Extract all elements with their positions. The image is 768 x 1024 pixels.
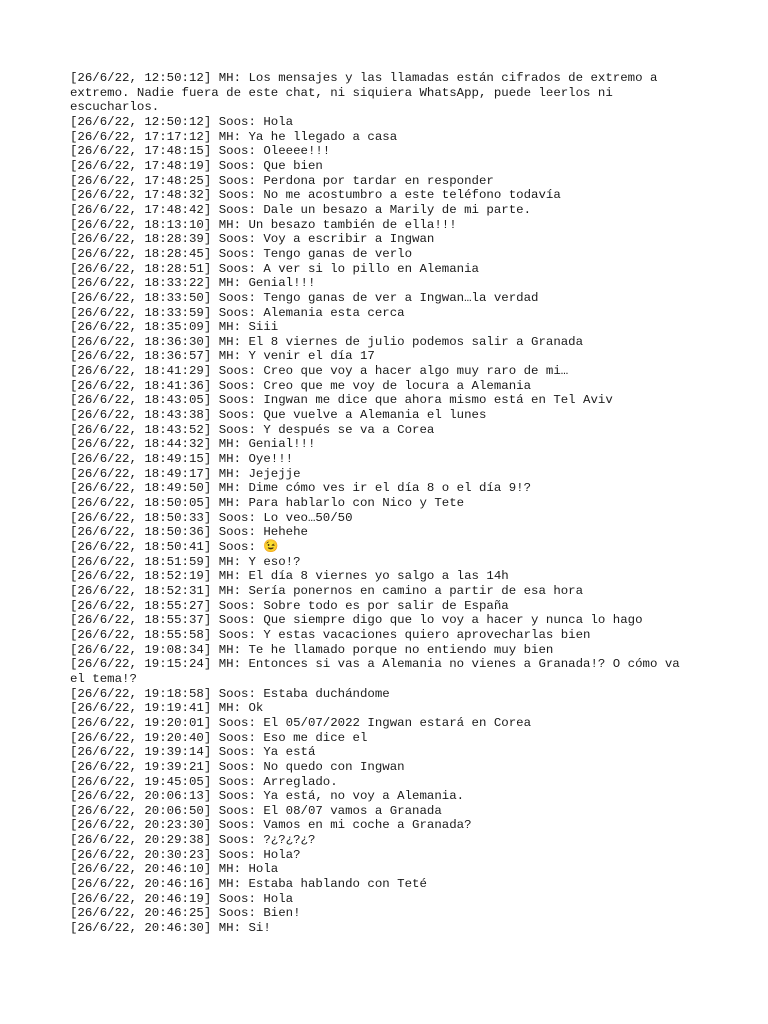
chat-message: [26/6/22, 19:19:41] MH: Ok bbox=[70, 701, 264, 716]
chat-message: [26/6/22, 18:41:29] Soos: Creo que voy a hacer algo muy raro de mi… bbox=[70, 364, 569, 379]
chat-message: [26/6/22, 19:18:58] Soos: Estaba duchándome bbox=[70, 686, 390, 701]
chat-message: [26/6/22, 19:15:24] MH: Entonces si vas a Alemania no vienes a Granada!? O cómo va el tema!? bbox=[70, 657, 688, 686]
chat-message: [26/6/22, 19:20:40] Soos: Eso me dice el bbox=[70, 730, 368, 745]
chat-message: [26/6/22, 18:13:10] MH: Un besazo también de ella!!! bbox=[70, 217, 457, 232]
chat-message: [26/6/22, 18:50:05] MH: Para hablarlo con Nico y Tete bbox=[70, 496, 465, 511]
chat-message: [26/6/22, 19:39:14] Soos: Ya está bbox=[70, 745, 316, 760]
chat-transcript bbox=[70, 71, 696, 936]
chat-message: [26/6/22, 18:52:19] MH: El día 8 viernes yo salgo a las 14h bbox=[70, 569, 509, 584]
chat-message: [26/6/22, 18:50:41] Soos: 😉 bbox=[70, 540, 279, 554]
chat-message: [26/6/22, 17:48:15] Soos: Oleeee!!! bbox=[70, 144, 331, 159]
chat-message: [26/6/22, 18:43:52] Soos: Y después se va a Corea bbox=[70, 422, 435, 437]
chat-message: [26/6/22, 18:55:37] Soos: Que siempre digo que lo voy a hacer y nunca lo hago bbox=[70, 613, 643, 628]
chat-message: [26/6/22, 18:41:36] Soos: Creo que me voy de locura a Alemania bbox=[70, 378, 532, 393]
chat-message: [26/6/22, 12:50:12] MH: Los mensajes y las llamadas están cifrados de extremo a extremo. Nadie fuera de este chat, ni siquiera WhatsApp, puede leerlos ni escucharlos. bbox=[70, 71, 665, 115]
chat-message: [26/6/22, 17:48:19] Soos: Que bien bbox=[70, 158, 323, 173]
chat-message: [26/6/22, 20:46:19] Soos: Hola bbox=[70, 891, 294, 906]
chat-message: [26/6/22, 18:55:27] Soos: Sobre todo es por salir de España bbox=[70, 598, 509, 613]
chat-message: [26/6/22, 18:49:50] MH: Dime cómo ves ir el día 8 o el día 9!? bbox=[70, 481, 532, 496]
chat-message: [26/6/22, 18:28:45] Soos: Tengo ganas de verlo bbox=[70, 246, 413, 261]
chat-message: [26/6/22, 20:46:10] MH: Hola bbox=[70, 862, 279, 877]
chat-message: [26/6/22, 20:30:23] Soos: Hola? bbox=[70, 847, 301, 862]
chat-message: [26/6/22, 18:33:50] Soos: Tengo ganas de ver a Ingwan…la verdad bbox=[70, 290, 539, 305]
chat-message: [26/6/22, 18:55:58] Soos: Y estas vacaciones quiero aprovecharlas bien bbox=[70, 627, 591, 642]
chat-message: [26/6/22, 12:50:12] Soos: Hola bbox=[70, 114, 294, 129]
chat-message: [26/6/22, 18:44:32] MH: Genial!!! bbox=[70, 437, 316, 452]
chat-message: [26/6/22, 18:49:17] MH: Jejejje bbox=[70, 466, 301, 481]
chat-message: [26/6/22, 19:08:34] MH: Te he llamado porque no entiendo muy bien bbox=[70, 642, 554, 657]
chat-message: [26/6/22, 18:52:31] MH: Sería ponernos en camino a partir de esa hora bbox=[70, 583, 584, 598]
chat-message: [26/6/22, 18:50:33] Soos: Lo veo…50/50 bbox=[70, 510, 353, 525]
chat-message: [26/6/22, 18:50:36] Soos: Hehehe bbox=[70, 525, 308, 540]
chat-message: [26/6/22, 20:29:38] Soos: ?¿?¿?¿? bbox=[70, 833, 316, 848]
chat-message: [26/6/22, 20:46:16] MH: Estaba hablando con Teté bbox=[70, 877, 427, 892]
chat-message: [26/6/22, 20:06:13] Soos: Ya está, no voy a Alemania. bbox=[70, 789, 465, 804]
chat-message: [26/6/22, 17:17:12] MH: Ya he llegado a casa bbox=[70, 129, 398, 144]
chat-message: [26/6/22, 18:43:05] Soos: Ingwan me dice que ahora mismo está en Tel Aviv bbox=[70, 393, 613, 408]
chat-message: [26/6/22, 17:48:25] Soos: Perdona por tardar en responder bbox=[70, 173, 494, 188]
chat-message: [26/6/22, 20:46:30] MH: Si! bbox=[70, 921, 271, 936]
chat-message: [26/6/22, 19:39:21] Soos: No quedo con Ingwan bbox=[70, 759, 405, 774]
chat-message: [26/6/22, 18:36:30] MH: El 8 viernes de julio podemos salir a Granada bbox=[70, 334, 584, 349]
chat-message: [26/6/22, 18:28:51] Soos: A ver si lo pillo en Alemania bbox=[70, 261, 479, 276]
chat-message: [26/6/22, 18:43:38] Soos: Que vuelve a Alemania el lunes bbox=[70, 408, 487, 423]
chat-message: [26/6/22, 18:33:22] MH: Genial!!! bbox=[70, 276, 316, 291]
chat-message: [26/6/22, 18:49:15] MH: Oye!!! bbox=[70, 452, 294, 467]
chat-message: [26/6/22, 17:48:32] Soos: No me acostumbro a este teléfono todavía bbox=[70, 188, 561, 203]
chat-message: [26/6/22, 20:46:25] Soos: Bien! bbox=[70, 906, 301, 921]
chat-message: [26/6/22, 20:23:30] Soos: Vamos en mi coche a Granada? bbox=[70, 818, 472, 833]
chat-message: [26/6/22, 20:06:50] Soos: El 08/07 vamos a Granada bbox=[70, 803, 442, 818]
chat-message: [26/6/22, 18:33:59] Soos: Alemania esta cerca bbox=[70, 305, 405, 320]
chat-message: [26/6/22, 18:35:09] MH: Siii bbox=[70, 320, 279, 335]
chat-message: [26/6/22, 19:45:05] Soos: Arreglado. bbox=[70, 774, 338, 789]
chat-message: [26/6/22, 17:48:42] Soos: Dale un besazo a Marily de mi parte. bbox=[70, 202, 532, 217]
chat-message: [26/6/22, 18:36:57] MH: Y venir el día 17 bbox=[70, 349, 375, 364]
chat-message: [26/6/22, 19:20:01] Soos: El 05/07/2022 Ingwan estará en Corea bbox=[70, 715, 532, 730]
chat-message: [26/6/22, 18:51:59] MH: Y eso!? bbox=[70, 554, 301, 569]
chat-message: [26/6/22, 18:28:39] Soos: Voy a escribir a Ingwan bbox=[70, 232, 435, 247]
